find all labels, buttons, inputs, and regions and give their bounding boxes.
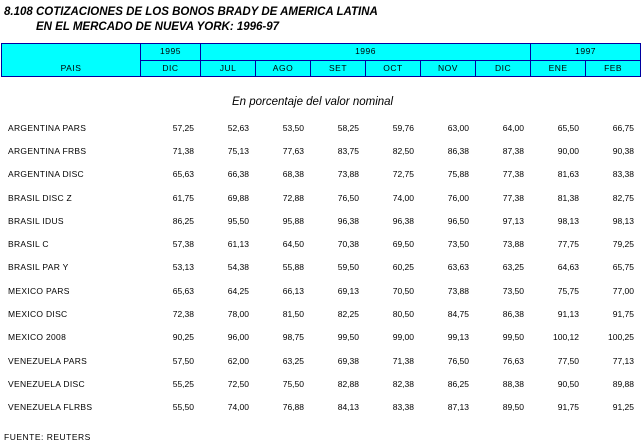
pais-header: PAIS [2,44,141,77]
price-cell: 91,75 [612,309,634,320]
title-line-2: EN EL MERCADO DE NUEVA YORK: 1996-97 [36,21,280,33]
price-cell: 90,38 [612,145,634,156]
price-cell: 64,00 [502,122,524,133]
price-cell: 76,00 [447,192,469,203]
price-cell: 61,13 [227,239,249,250]
price-cell: 63,00 [447,122,469,133]
bond-name-cell: MEXICO 2008 [8,332,67,343]
price-cell: 77,00 [612,285,634,296]
price-cell: 57,50 [172,355,194,366]
price-cell: 77,50 [557,355,579,366]
price-cell: 86,25 [172,215,194,226]
bond-name-cell: MEXICO PARS [8,285,70,296]
bond-name-cell: BRASIL C [8,239,49,250]
price-cell: 91,75 [557,402,579,413]
table-row [1,279,640,302]
price-cell: 74,00 [227,402,249,413]
table-row [1,326,640,349]
bond-name-cell: VENEZUELA DISC [8,378,85,389]
price-cell: 74,00 [392,192,414,203]
title-text-1: COTIZACIONES DE LOS BONOS BRADY DE AMERICA LATINA [36,6,378,18]
table-row [1,163,640,186]
price-cell: 86,38 [502,309,524,320]
price-cell: 68,38 [282,169,304,180]
price-cell: 73,88 [337,169,359,180]
units-subtitle: En porcentaje del valor nominal [232,96,394,108]
month-header: OCT [366,60,421,77]
month-header: NOV [421,60,476,77]
price-cell: 60,25 [392,262,414,273]
price-cell: 54,38 [227,262,249,273]
price-cell: 95,50 [227,215,249,226]
price-cell: 96,00 [227,332,249,343]
bond-name-cell: BRASIL PAR Y [8,262,69,273]
table-row [1,256,640,279]
header-table [1,43,641,77]
price-cell: 65,63 [172,285,194,296]
price-cell: 78,00 [227,309,249,320]
bond-name-cell: ARGENTINA FRBS [8,145,87,156]
source-note: FUENTE: REUTERS [4,432,91,442]
price-cell: 77,38 [502,169,524,180]
price-cell: 89,50 [502,402,524,413]
price-cell: 90,00 [557,145,579,156]
price-cell: 63,25 [502,262,524,273]
price-cell: 59,50 [337,262,359,273]
price-cell: 66,13 [282,285,304,296]
price-cell: 81,38 [557,192,579,203]
price-cell: 77,13 [612,355,634,366]
price-cell: 71,38 [392,355,414,366]
price-cell: 66,38 [227,169,249,180]
header-years-row [2,44,641,61]
month-header: ENE [531,60,586,77]
price-cell: 61,75 [172,192,194,203]
price-cell: 57,38 [172,239,194,250]
price-cell: 76,50 [337,192,359,203]
price-cell: 82,88 [337,378,359,389]
price-cell: 53,13 [172,262,194,273]
price-cell: 86,25 [447,378,469,389]
table-row [1,209,640,232]
price-cell: 77,63 [282,145,304,156]
month-header: JUL [201,60,256,77]
price-cell: 88,38 [502,378,524,389]
price-cell: 73,88 [447,285,469,296]
year-1997-header: 1997 [531,44,641,61]
month-header: DIC [141,60,201,77]
price-cell: 95,88 [282,215,304,226]
price-cell: 96,38 [392,215,414,226]
price-cell: 90,50 [557,378,579,389]
bond-name-cell: VENEZUELA FLRBS [8,402,93,413]
price-cell: 86,38 [447,145,469,156]
bond-name-cell: ARGENTINA PARS [8,122,87,133]
table-row [1,116,640,139]
price-cell: 77,38 [502,192,524,203]
price-cell: 96,50 [447,215,469,226]
price-cell: 75,50 [282,378,304,389]
month-header: AGO [256,60,311,77]
price-cell: 87,38 [502,145,524,156]
price-cell: 64,63 [557,262,579,273]
price-cell: 82,25 [337,309,359,320]
price-cell: 91,13 [557,309,579,320]
price-cell: 89,88 [612,378,634,389]
price-cell: 57,25 [172,122,194,133]
price-cell: 77,75 [557,239,579,250]
price-cell: 69,50 [392,239,414,250]
bond-name-cell: BRASIL IDUS [8,215,64,226]
price-cell: 53,50 [282,122,304,133]
price-cell: 72,88 [282,192,304,203]
price-cell: 73,50 [502,285,524,296]
title-line-1 [4,5,378,20]
table-row [1,372,640,395]
price-cell: 64,50 [282,239,304,250]
price-cell: 66,75 [612,122,634,133]
price-cell: 79,25 [612,239,634,250]
document-title [4,5,378,35]
price-cell: 98,75 [282,332,304,343]
price-cell: 71,38 [172,145,194,156]
year-1995-header: 1995 [141,44,201,61]
price-cell: 80,50 [392,309,414,320]
bond-name-cell: MEXICO DISC [8,309,68,320]
price-cell: 59,76 [392,122,414,133]
price-cell: 55,25 [172,378,194,389]
price-cell: 83,75 [337,145,359,156]
price-cell: 83,38 [612,169,634,180]
price-cell: 65,50 [557,122,579,133]
price-cell: 69,38 [337,355,359,366]
price-cell: 65,75 [612,262,634,273]
price-cell: 100,25 [608,332,634,343]
price-cell: 83,38 [392,402,414,413]
price-cell: 75,88 [447,169,469,180]
price-cell: 90,25 [172,332,194,343]
price-cell: 75,13 [227,145,249,156]
price-cell: 82,75 [612,192,634,203]
price-cell: 82,50 [392,145,414,156]
table-number: 8.108 [4,6,33,18]
price-cell: 69,13 [337,285,359,296]
price-cell: 76,63 [502,355,524,366]
price-cell: 99,50 [502,332,524,343]
data-table [1,116,640,419]
price-cell: 99,50 [337,332,359,343]
month-header: FEB [586,60,641,77]
table-row [1,186,640,209]
price-cell: 73,88 [502,239,524,250]
price-cell: 73,50 [447,239,469,250]
price-cell: 75,75 [557,285,579,296]
price-cell: 96,38 [337,215,359,226]
price-cell: 100,12 [553,332,579,343]
price-cell: 52,63 [227,122,249,133]
price-cell: 91,25 [612,402,634,413]
price-cell: 87,13 [447,402,469,413]
month-header: SET [311,60,366,77]
price-cell: 72,50 [227,378,249,389]
price-cell: 98,13 [557,215,579,226]
price-cell: 97,13 [502,215,524,226]
table-row [1,302,640,325]
price-cell: 72,75 [392,169,414,180]
price-cell: 63,63 [447,262,469,273]
price-cell: 72,38 [172,309,194,320]
price-cell: 99,00 [392,332,414,343]
price-cell: 65,63 [172,169,194,180]
bond-name-cell: VENEZUELA PARS [8,355,88,366]
price-cell: 55,50 [172,402,194,413]
price-cell: 84,75 [447,309,469,320]
price-cell: 81,63 [557,169,579,180]
bond-name-cell: ARGENTINA DISC [8,169,84,180]
price-cell: 99,13 [447,332,469,343]
table-row [1,396,640,419]
table-row [1,232,640,255]
price-cell: 76,88 [282,402,304,413]
table-row [1,139,640,162]
price-cell: 62,00 [227,355,249,366]
price-cell: 84,13 [337,402,359,413]
price-cell: 55,88 [282,262,304,273]
price-cell: 81,50 [282,309,304,320]
year-1996-header: 1996 [201,44,531,61]
price-cell: 63,25 [282,355,304,366]
price-cell: 58,25 [337,122,359,133]
price-cell: 70,50 [392,285,414,296]
price-cell: 64,25 [227,285,249,296]
price-cell: 82,38 [392,378,414,389]
bond-name-cell: BRASIL DISC Z [8,192,73,203]
price-cell: 98,13 [612,215,634,226]
price-cell: 70,38 [337,239,359,250]
price-cell: 76,50 [447,355,469,366]
month-header: DIC [476,60,531,77]
price-cell: 69,88 [227,192,249,203]
table-row [1,349,640,372]
